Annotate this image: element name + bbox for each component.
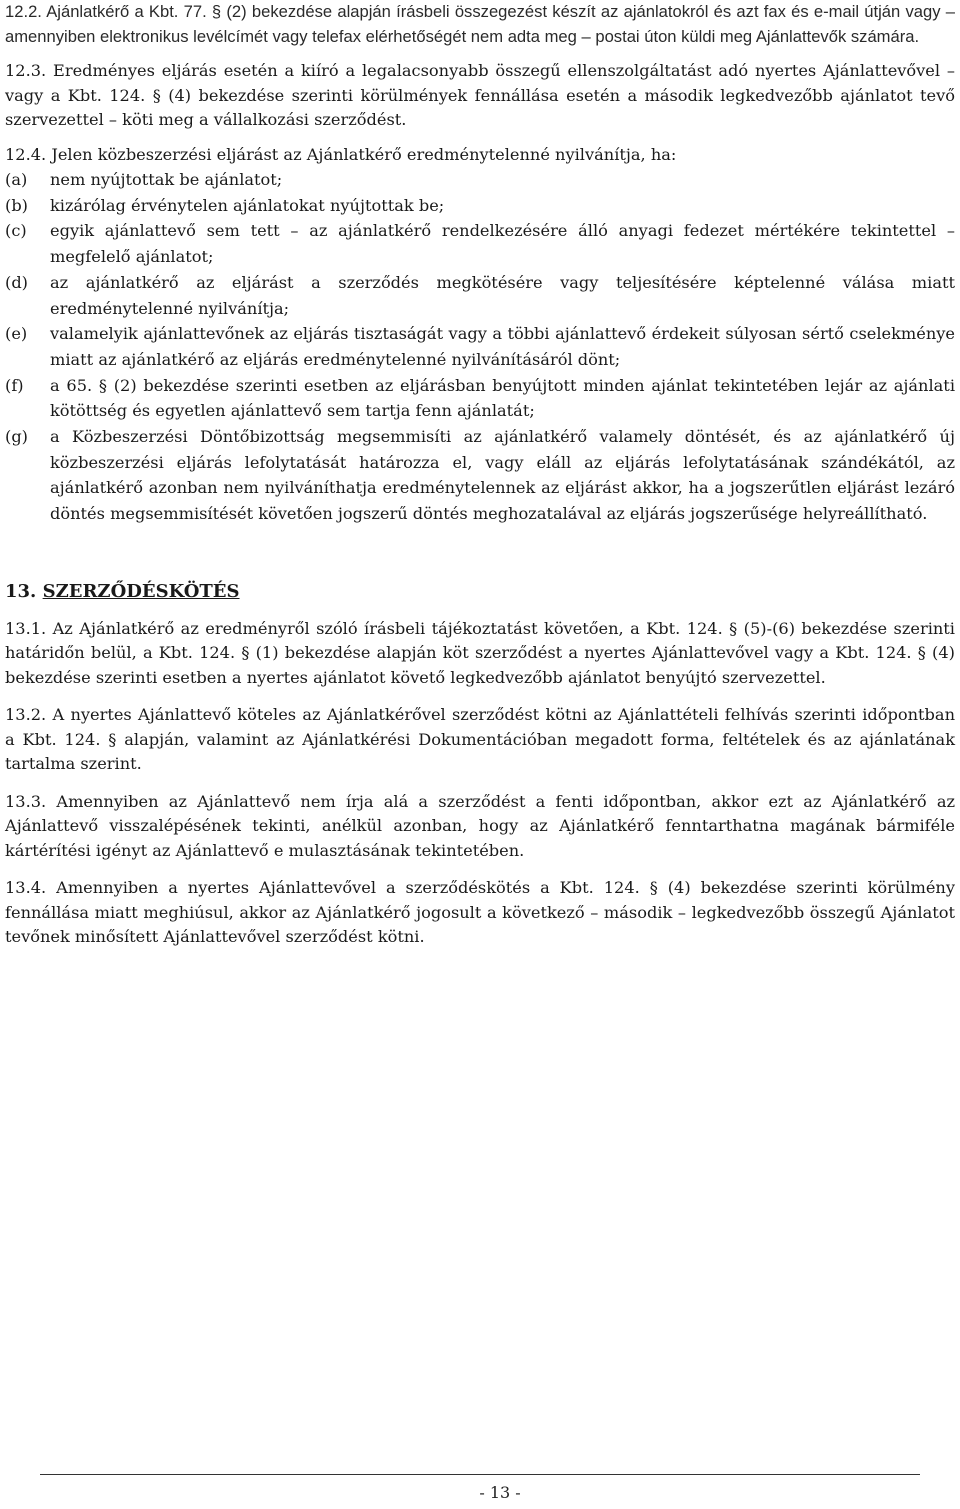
paragraph-13-1: 13.1. Az Ajánlatkérő az eredményről szóló írásbeli tájékoztatást követően, a Kbt. 124. § (5)-(6) bekezdése szerinti határidőn belül, a Kbt. 124. § (1) bekezdése alapján köt szerződést a nyertes Ajánlattevővel vagy a Kbt. 124. § (4) bekezdése szerinti esetben a nyertes ajánlatot követő legkedvezőbb ajánlatot benyújtó szervezettel. [5, 618, 955, 687]
paragraph-13-2: 13.2. A nyertes Ajánlattevő köteles az Ajánlatkérővel szerződést kötni az Ajánlattételi felhívás szerinti időpontban a Kbt. 124. § alapján, valamint az Ajánlatkérési Dokumentációban megadott forma, feltételek és az ajánlatának tartalma szerint. [5, 705, 955, 774]
section-title: SZERZŐDÉSKÖTÉS [42, 580, 240, 602]
list-item [5, 167, 955, 193]
paragraph-13-3: 13.3. Amennyiben az Ajánlattevő nem írja alá a szerződést a fenti időpontban, akkor ezt az Ajánlatkérő az Ajánlattevő visszalépésének tekinti, anélkül azonban, hogy az Ajánlatkérő fenntarthatna magának bármiféle kártérítési igényt az Ajánlattevő e mulasztásának tekintetében. [5, 791, 955, 860]
list-item-label: (e) [5, 324, 28, 344]
document-page [5, 0, 955, 950]
list-item [5, 270, 955, 321]
list-item-label: (b) [5, 195, 28, 215]
list-item-text: egyik ajánlattevő sem tett – az ajánlatkérő rendelkezésére álló anyagi fedezet mértékére tekintettel – megfelelő ajánlatot; [50, 221, 955, 267]
paragraph-13-4: 13.4. Amennyiben a nyertes Ajánlattevővel a szerződéskötés a Kbt. 124. § (4) bekezdése szerinti körülmény fennállása miatt meghiúsul, akkor az Ajánlatkérő jogosult a következő – második – legkedvezőbb összegű Ajánlatot tevőnek minősített Ajánlattevővel szerződést kötni. [5, 878, 955, 947]
list-item [5, 193, 955, 219]
conditions-list [5, 167, 955, 527]
list-item-text: valamelyik ajánlattevőnek az eljárás tisztaságát vagy a többi ajánlattevő érdekeit súlyosan sértő cselekménye miatt az ajánlatkérő az eljárás eredménytelenné nyilvánításáról dönt; [50, 324, 955, 369]
list-item-text: a Közbeszerzési Döntőbizottság megsemmisíti az ajánlatkérő valamely döntését, és az ajánlatkérő új közbeszerzési eljárás lefolytatását határozza el, vagy eláll az eljárás lefolytatásának szándékától, az ajánlatkérő azonban nem nyilváníthatja eredménytelennek az eljárást akkor, ha a jogszerűtlen eljárást lezáró döntés megsemmisítését követően jogszerű döntés meghozatalával az eljárás jogszerűsége helyreállítható. [50, 427, 955, 524]
list-item [5, 321, 955, 372]
list-item-text: nem nyújtottak be ajánlatot; [50, 170, 283, 189]
paragraph-12-2: 12.2. Ajánlatkérő a Kbt. 77. § (2) bekezdése alapján írásbeli összegezést készít az ajánlatokról és azt fax és e-mail útján vagy – amennyiben elektronikus levélcímét vagy telefax elérhetőségét nem adta meg – postai úton küldi meg Ajánlattevők számára. [5, 2, 955, 46]
section-heading-13 [5, 579, 955, 605]
list-item [5, 218, 955, 269]
list-item-label: (d) [5, 272, 28, 292]
section-number: 13. [5, 580, 37, 602]
footer-divider [40, 1474, 920, 1475]
paragraph-12-4: 12.4. Jelen közbeszerzési eljárást az Ajánlatkérő eredménytelenné nyilvánítja, ha: [5, 144, 677, 164]
list-item-label: (a) [5, 170, 28, 189]
list-item-label: (f) [5, 375, 24, 395]
page-number: - 13 - [479, 1483, 521, 1502]
list-item-text: a 65. § (2) bekezdése szerinti esetben az eljárásban benyújtott minden ajánlat tekintetében lejár az ajánlati kötöttség és egyetlen ajánlattevő sem tartja fenn ajánlatát; [50, 375, 955, 421]
list-item [5, 424, 955, 527]
list-item-text: kizárólag érvénytelen ajánlatokat nyújtottak be; [50, 195, 445, 215]
list-item-text: az ajánlatkérő az eljárást a szerződés megkötésére vagy teljesítésére képtelenné válása miatt eredménytelenné nyilvánítja; [50, 272, 955, 318]
list-item-label: (g) [5, 427, 28, 447]
list-item-label: (c) [5, 221, 27, 241]
list-item [5, 373, 955, 424]
paragraph-12-3: 12.3. Eredményes eljárás esetén a kiíró a legalacsonyabb összegű ellenszolgáltatást adó nyertes Ajánlattevővel – vagy a Kbt. 124. § (4) bekezdése szerinti körülmények fennállása esetén a második legkedvezőbb ajánlatot tevő szervezettel – köti meg a vállalkozási szerződést. [5, 61, 955, 129]
